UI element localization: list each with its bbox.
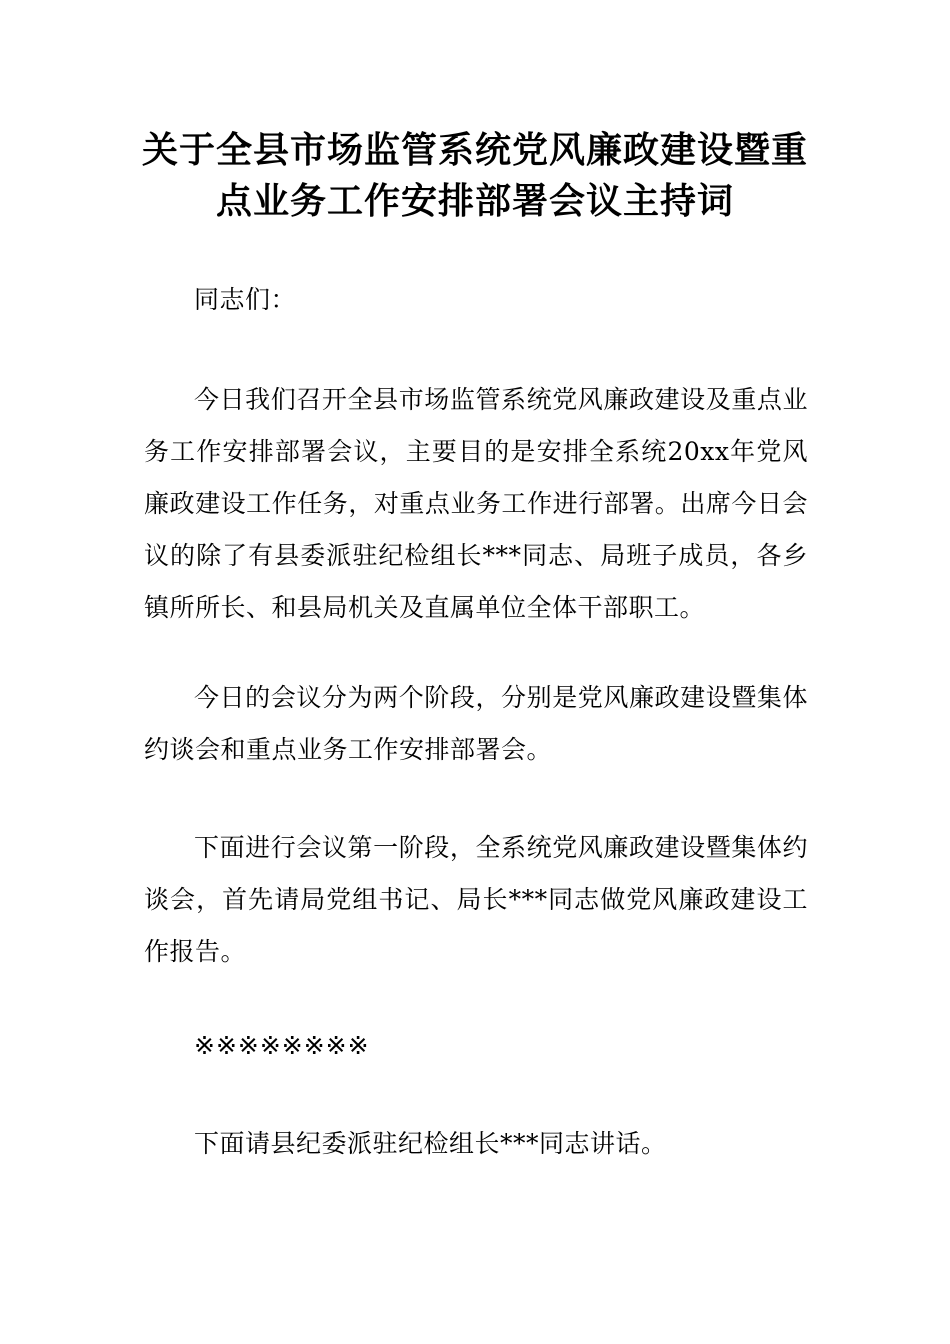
section-separator: ※※※※※※※※: [194, 1031, 370, 1060]
paragraph-first-stage: 下面进行会议第一阶段，全系统党风廉政建设暨集体约谈会，首先请局党组书记、局长***同志做党风廉政建设工作报告。: [144, 833, 808, 966]
document-title-line-2: 点业务工作安排部署会议主持词: [215, 181, 734, 222]
document-title-line-1: 关于全县市场监管系统党风廉政建设暨重: [141, 130, 808, 171]
paragraph-stages: 今日的会议分为两个阶段，分别是党风廉政建设暨集体约谈会和重点业务工作安排部署会。: [144, 683, 808, 764]
paragraph-opening: 今日我们召开全县市场监管系统党风廉政建设及重点业务工作安排部署会议，主要目的是安排全系统20xx年党风廉政建设工作任务，对重点业务工作进行部署。出席今日会议的除了有县委派驻纪检组长***同志、局班子成员，各乡镇所所长、和县局机关及直属单位全体干部职工。: [144, 385, 808, 622]
greeting: 同志们：: [194, 285, 297, 314]
paragraph-next-speaker: 下面请县纪委派驻纪检组长***同志讲话。: [194, 1129, 667, 1158]
